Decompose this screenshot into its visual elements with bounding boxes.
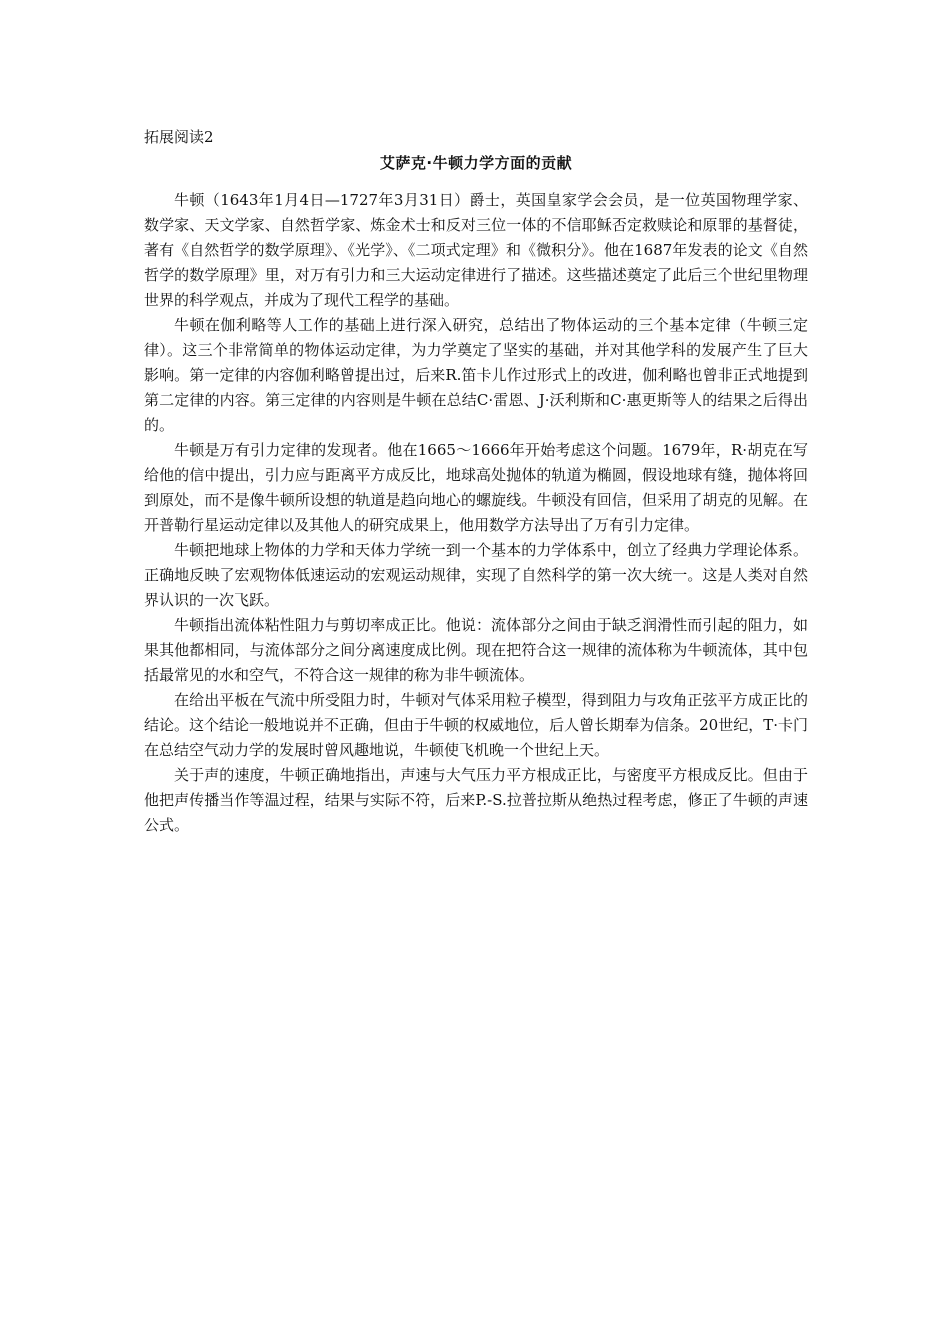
section-label: 拓展阅读2	[144, 128, 214, 146]
paragraph-2: 牛顿在伽利略等人工作的基础上进行深入研究，总结出了物体运动的三个基本定律（牛顿三定律）。这三个非常简单的物体运动定律，为力学奠定了坚实的基础，并对其他学科的发展产生了巨大影响。第一定律的内容伽利略曾提出过，后来R.笛卡儿作过形式上的改进，伽利略也曾非正式地提到第二定律的内容。第三定律的内容则是牛顿在总结C·雷恩、J·沃利斯和C·惠更斯等人的结果之后得出的。	[144, 316, 808, 434]
paragraph-6: 在给出平板在气流中所受阻力时，牛顿对气体采用粒子模型，得到阻力与攻角正弦平方成正比的结论。这个结论一般地说并不正确，但由于牛顿的权威地位，后人曾长期奉为信条。20世纪，T·卡门在总结空气动力学的发展时曾风趣地说，牛顿使飞机晚一个世纪上天。	[144, 691, 808, 759]
document-body	[144, 124, 808, 838]
paragraph-7: 关于声的速度，牛顿正确地指出，声速与大气压力平方根成正比，与密度平方根成反比。但由于他把声传播当作等温过程，结果与实际不符，后来P.-S.拉普拉斯从绝热过程考虑，修正了牛顿的声速公式。	[144, 766, 808, 834]
paragraph-5: 牛顿指出流体粘性阻力与剪切率成正比。他说：流体部分之间由于缺乏润滑性而引起的阻力，如果其他都相同，与流体部分之间分离速度成比例。现在把符合这一规律的流体称为牛顿流体，其中包括最常见的水和空气，不符合这一规律的称为非牛顿流体。	[144, 616, 808, 684]
paragraph-4: 牛顿把地球上物体的力学和天体力学统一到一个基本的力学体系中，创立了经典力学理论体系。正确地反映了宏观物体低速运动的宏观运动规律，实现了自然科学的第一次大统一。这是人类对自然界认识的一次飞跃。	[144, 541, 808, 609]
document-title: 艾萨克·牛顿力学方面的贡献	[379, 154, 573, 172]
paragraph-1: 牛顿（1643年1月4日—1727年3月31日）爵士，英国皇家学会会员，是一位英国物理学家、数学家、天文学家、自然哲学家、炼金术士和反对三位一体的不信耶稣否定救赎论和原罪的基督徒，著有《自然哲学的数学原理》、《光学》、《二项式定理》和《微积分》。他在1687年发表的论文《自然哲学的数学原理》里，对万有引力和三大运动定律进行了描述。这些描述奠定了此后三个世纪里物理世界的科学观点，并成为了现代工程学的基础。	[144, 191, 808, 309]
paragraph-3: 牛顿是万有引力定律的发现者。他在1665～1666年开始考虑这个问题。1679年，R·胡克在写给他的信中提出，引力应与距离平方成反比，地球高处抛体的轨道为椭圆，假设地球有缝，抛体将回到原处，而不是像牛顿所设想的轨道是趋向地心的螺旋线。牛顿没有回信，但采用了胡克的见解。在开普勒行星运动定律以及其他人的研究成果上，他用数学方法导出了万有引力定律。	[144, 441, 808, 534]
